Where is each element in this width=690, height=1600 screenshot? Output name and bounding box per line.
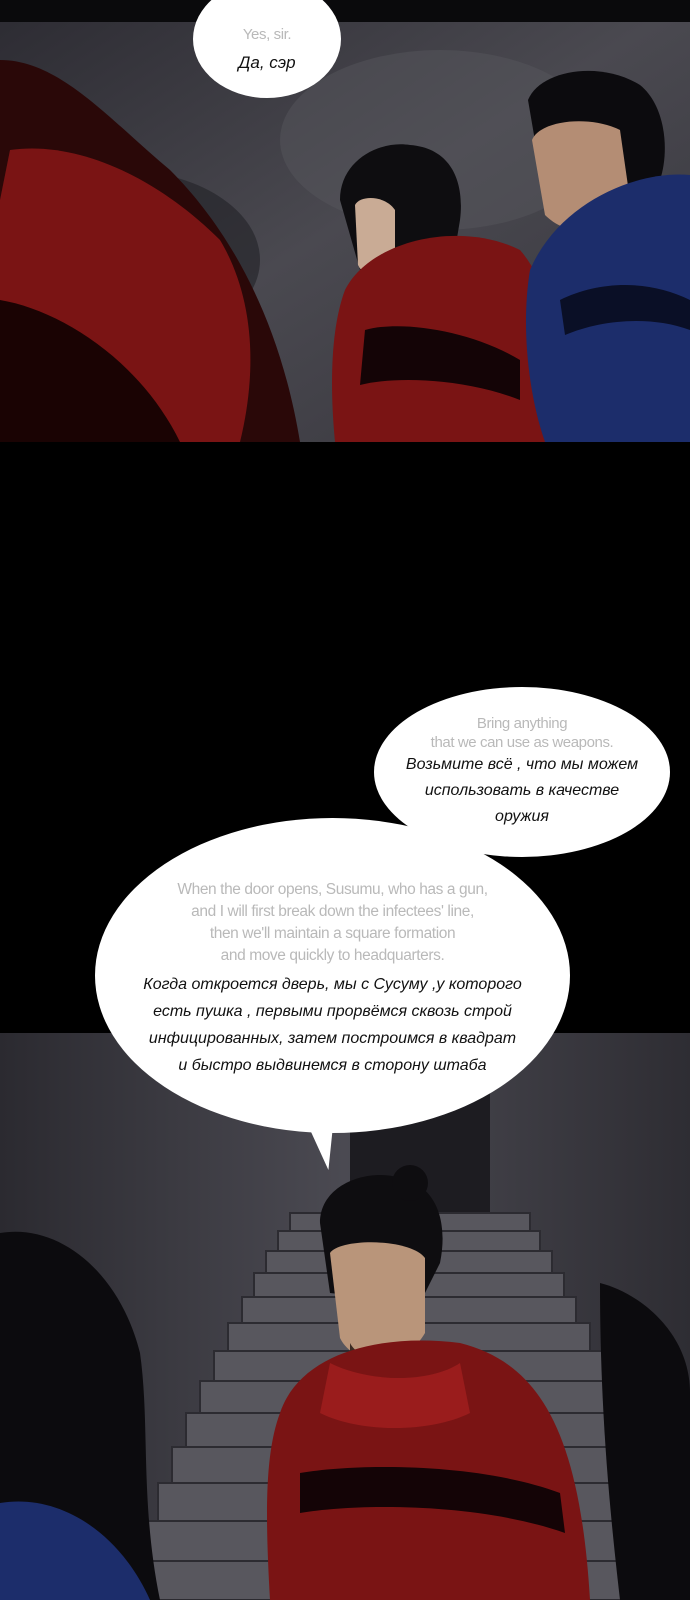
bubble-translation-text: Да, сэр [238, 52, 296, 72]
speech-bubble-plan [95, 818, 570, 1133]
bubble-translation-line-3: оружия [495, 808, 549, 825]
bubble-translation-line-1: Когда откроется дверь, мы с Сусуму ,у которого [143, 975, 522, 993]
bubble-original-line-1: Bring anything [476, 715, 568, 732]
bubble-translation-line-1: Возьмите всё , что мы можем [405, 756, 639, 773]
bubble-original-line-4: and move quickly to headquarters. [220, 946, 445, 964]
panel-top-art [0, 0, 690, 442]
bubble-original-text: Yes, sir. [242, 25, 292, 43]
bubble-translation-line-4: и быстро выдвинемся в сторону штаба [178, 1056, 487, 1074]
bubble-translation-line-2: есть пушка , первыми прорвёмся сквозь строй [153, 1002, 512, 1020]
bubble-translation-line-3: инфицированных, затем построимся в квадрат [148, 1029, 517, 1047]
bubble-original-line-2: and I will first break down the infectees' line, [191, 902, 474, 920]
bubble-translation-line-2: использовать в качестве [424, 782, 620, 799]
panel-top [0, 0, 690, 442]
bubble-original-line-1: When the door opens, Susumu, who has a gun, [177, 880, 488, 898]
bubble-original-line-2: that we can use as weapons. [430, 734, 614, 751]
bubble-original-line-3: then we'll maintain a square formation [209, 924, 456, 942]
